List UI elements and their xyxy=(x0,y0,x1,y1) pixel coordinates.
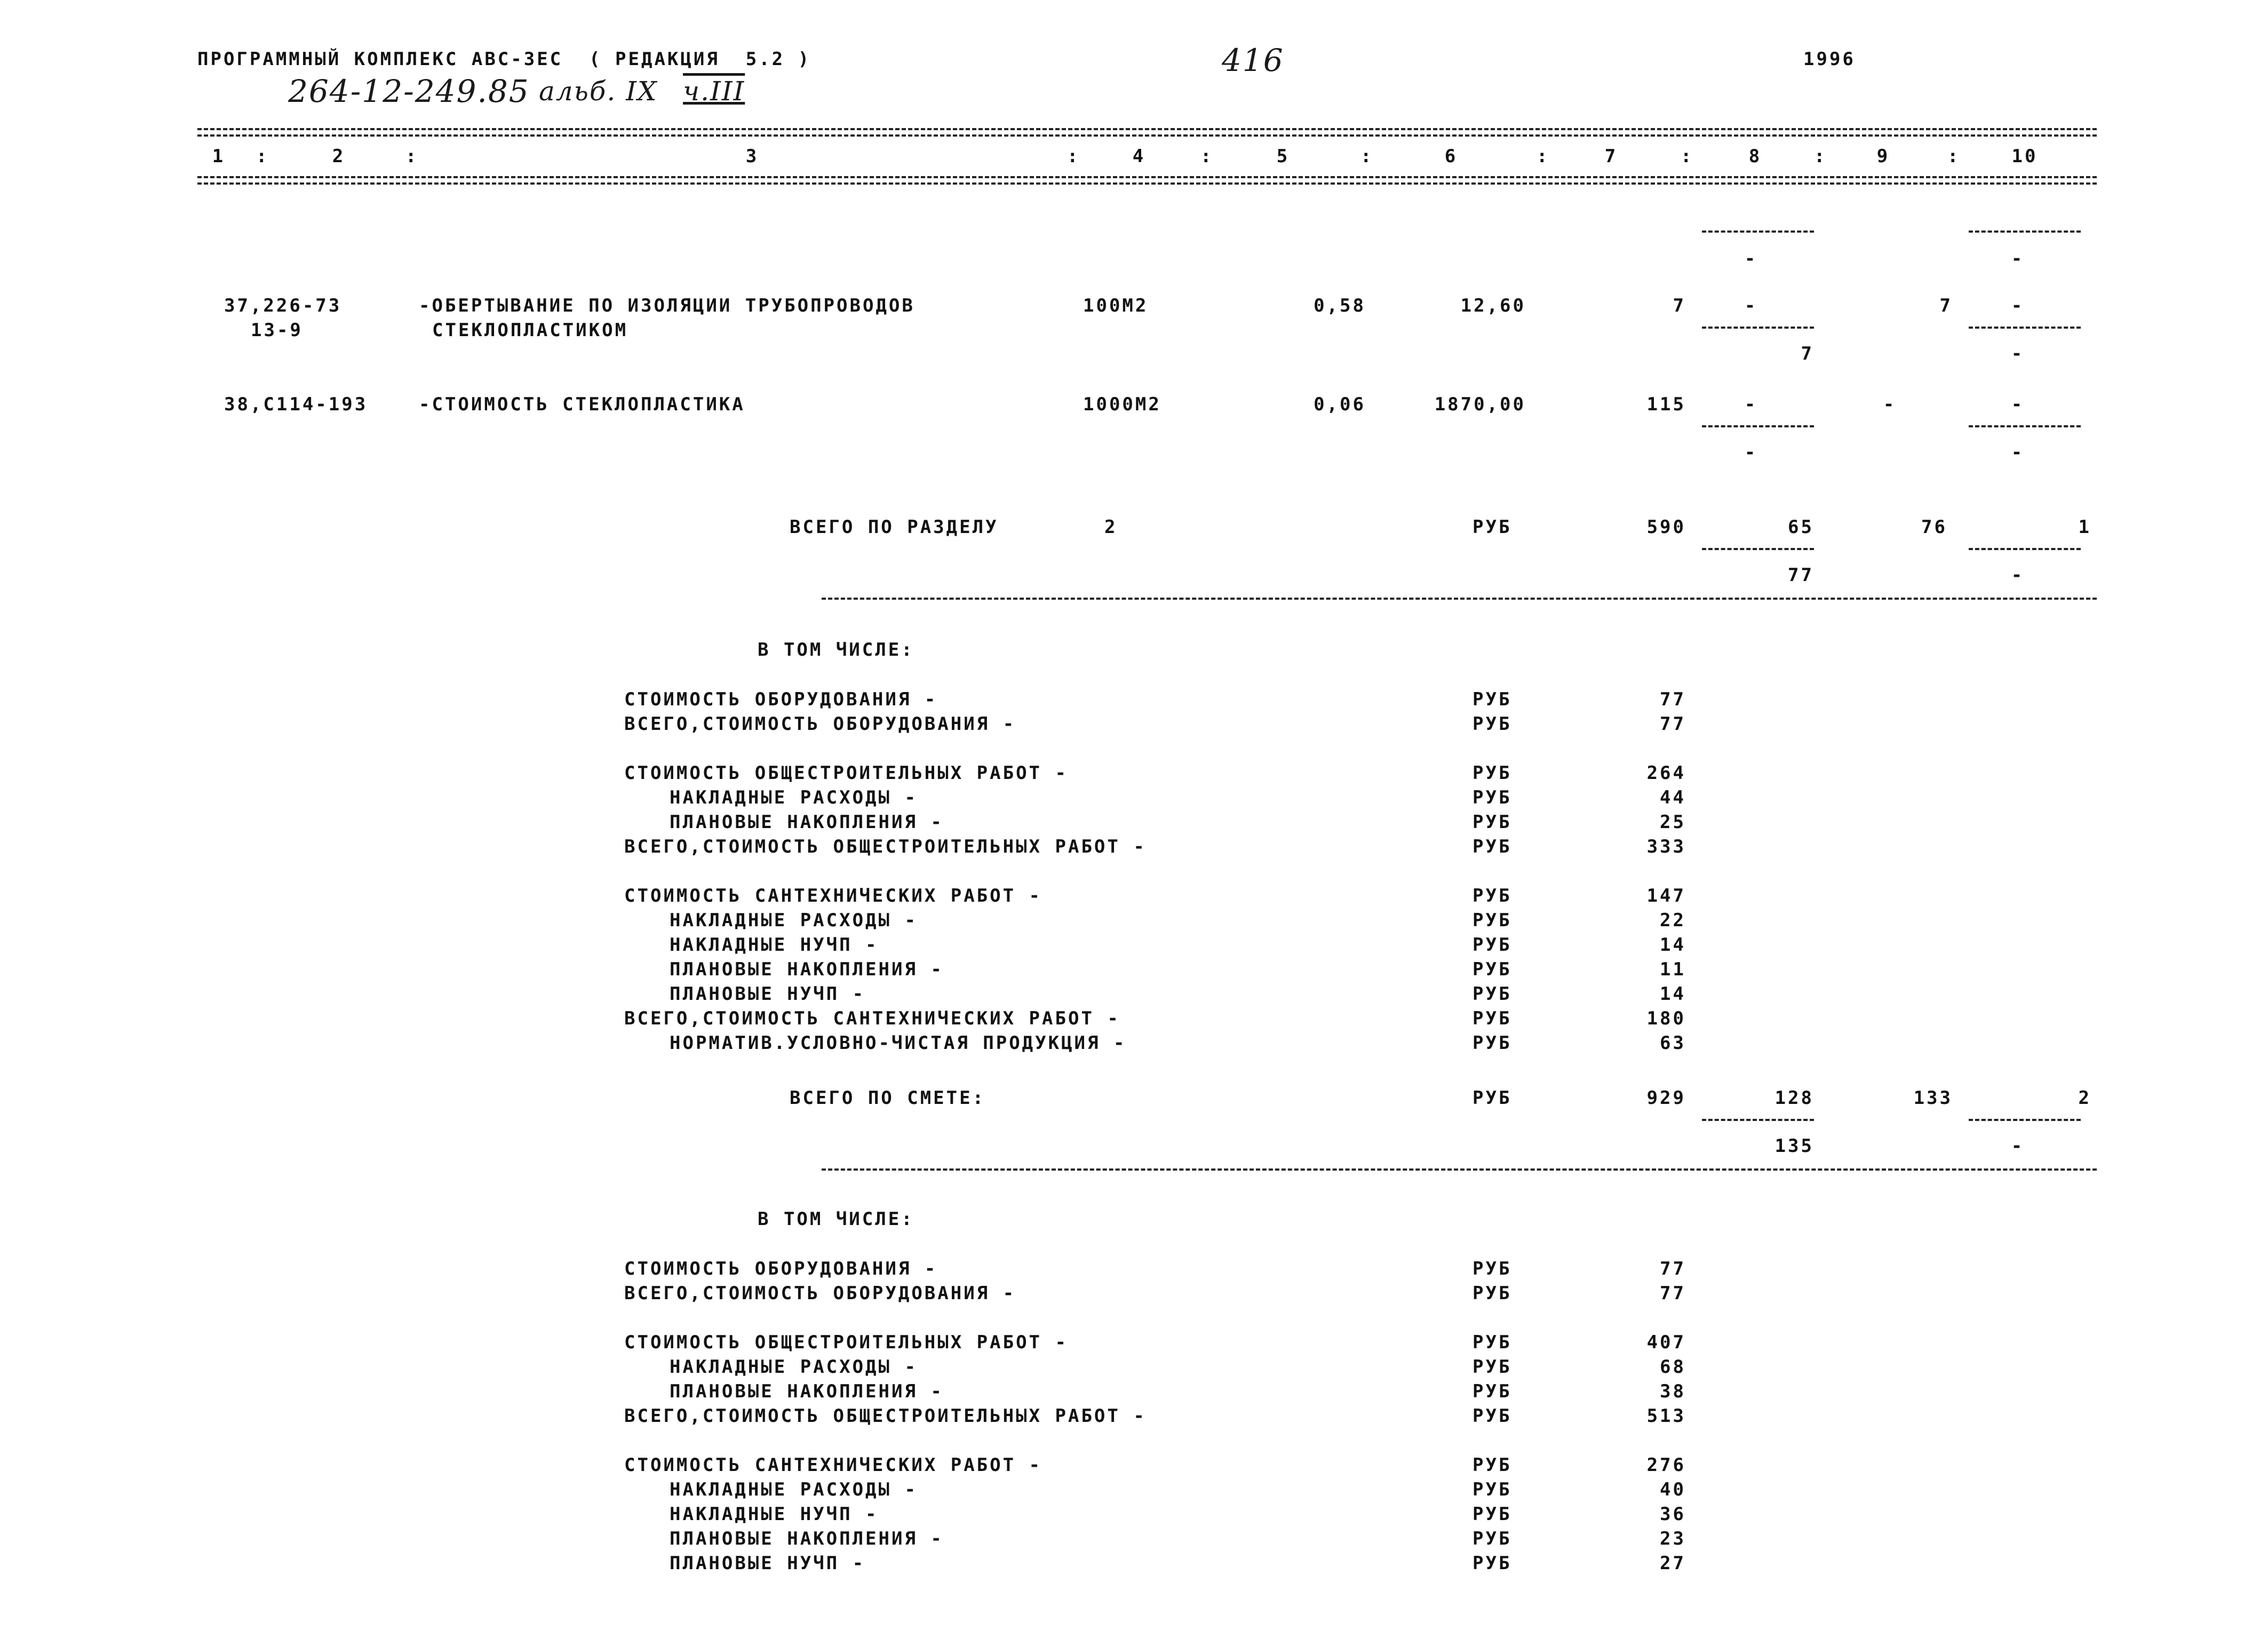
estimate-breakdown-line-label: ВСЕГО,СТОИМОСТЬ ОБОРУДОВАНИЯ - xyxy=(624,1283,1016,1304)
header-rule-top-2 xyxy=(197,134,2097,137)
estimate-breakdown-title: В ТОМ ЧИСЛЕ: xyxy=(758,1208,914,1230)
col-separator: : xyxy=(1200,146,1214,167)
estimate-breakdown-line-currency: РУБ xyxy=(1473,1504,1512,1525)
estimate-breakdown-line-currency: РУБ xyxy=(1473,1283,1512,1304)
estimate-breakdown-line-value: 27 xyxy=(1660,1553,1686,1574)
section-breakdown-line-currency: РУБ xyxy=(1473,812,1512,833)
estimate-breakdown-line-currency: РУБ xyxy=(1473,1356,1512,1378)
estimate-breakdown-line-label: ПЛАНОВЫЕ НАКОПЛЕНИЯ - xyxy=(670,1381,944,1402)
row-38-number: 38,С114-193 xyxy=(224,394,368,415)
estimate-total-label: ВСЕГО ПО СМЕТЕ: xyxy=(790,1087,986,1109)
section-total-col10: 1 xyxy=(2078,516,2091,538)
section-breakdown-line-value: 77 xyxy=(1660,689,1686,710)
section-breakdown-line-label: ПЛАНОВЫЕ НАКОПЛЕНИЯ - xyxy=(670,959,944,980)
handwritten-album: альб. IX xyxy=(539,76,658,107)
fraction-line xyxy=(1969,327,2081,329)
header-rule-bottom xyxy=(197,176,2097,178)
row-37-unit: 100М2 xyxy=(1083,295,1149,316)
section-breakdown-line-label: ВСЕГО,СТОИМОСТЬ ОБОРУДОВАНИЯ - xyxy=(624,713,1016,735)
section-breakdown-line-currency: РУБ xyxy=(1473,1032,1512,1054)
section-breakdown-line-value: 44 xyxy=(1660,787,1686,808)
section-breakdown-line-label: ПЛАНОВЫЕ НАКОПЛЕНИЯ - xyxy=(670,812,944,833)
section-breakdown-line-value: 14 xyxy=(1660,983,1686,1005)
section-breakdown-line-value: 14 xyxy=(1660,934,1686,956)
fraction-line xyxy=(1969,230,2081,233)
estimate-total-col9: 133 xyxy=(1913,1087,1953,1109)
section-breakdown-line-label: ПЛАНОВЫЕ НУЧП - xyxy=(670,983,866,1005)
estimate-breakdown-line-currency: РУБ xyxy=(1473,1528,1512,1549)
fraction-line xyxy=(1969,425,2081,427)
estimate-breakdown-line-label: НАКЛАДНЫЕ РАСХОДЫ - xyxy=(670,1479,918,1500)
fraction-line xyxy=(1969,548,2081,550)
section-number: 2 xyxy=(1104,516,1118,538)
section-total-col10-sub: - xyxy=(2011,564,2023,586)
estimate-breakdown-line-value: 36 xyxy=(1660,1504,1686,1525)
row-37-name-cont: СТЕКЛОПЛАСТИКОМ xyxy=(432,320,628,341)
fraction-line xyxy=(1702,1119,1814,1121)
col-header-6: 6 xyxy=(1444,146,1458,167)
col-header-7: 7 xyxy=(1604,146,1618,167)
section-total-col8: 65 xyxy=(1788,516,1814,538)
row-38-price: 1870,00 xyxy=(1434,394,1526,415)
section-breakdown-line-label: НАКЛАДНЫЕ РАСХОДЫ - xyxy=(670,910,918,931)
col-separator: : xyxy=(405,146,419,167)
header-rule-top xyxy=(197,128,2097,130)
section-breakdown-line-value: 333 xyxy=(1646,836,1686,857)
section-breakdown-line-label: ВСЕГО,СТОИМОСТЬ САНТЕХНИЧЕСКИХ РАБОТ - xyxy=(624,1008,1120,1029)
col-header-9: 9 xyxy=(1876,146,1890,167)
section-breakdown-line-currency: РУБ xyxy=(1473,713,1512,735)
section-breakdown-line-currency: РУБ xyxy=(1473,762,1512,784)
estimate-total-col10: 2 xyxy=(2078,1087,2091,1109)
fraction-line xyxy=(1702,230,1814,233)
section-total-rule xyxy=(822,598,2097,600)
section-breakdown-line-currency: РУБ xyxy=(1473,787,1512,808)
row-38-col9: - xyxy=(1883,394,1895,415)
row-38-col10: - xyxy=(2011,394,2023,415)
row-37-code: 13-9 xyxy=(251,320,303,341)
estimate-breakdown-line-value: 40 xyxy=(1660,1479,1686,1500)
row-37-col10: - xyxy=(2011,295,2023,316)
row-37-col8: - xyxy=(1744,295,1756,316)
estimate-breakdown-line-value: 68 xyxy=(1660,1356,1686,1378)
fraction-line xyxy=(1702,425,1814,427)
estimate-breakdown-line-value: 407 xyxy=(1646,1332,1686,1353)
row-37-price: 12,60 xyxy=(1460,295,1526,316)
section-breakdown-line-label: НАКЛАДНЫЕ РАСХОДЫ - xyxy=(670,787,918,808)
row-37-name: -ОБЕРТЫВАНИЕ ПО ИЗОЛЯЦИИ ТРУБОПРОВОДОВ xyxy=(419,295,915,316)
section-breakdown-line-label: СТОИМОСТЬ ОБОРУДОВАНИЯ - xyxy=(624,689,938,710)
col-header-2: 2 xyxy=(332,146,346,167)
dash-mark: - xyxy=(1744,248,1756,269)
col-separator: : xyxy=(1814,146,1827,167)
section-breakdown-line-value: 11 xyxy=(1660,959,1686,980)
estimate-breakdown-line-value: 77 xyxy=(1660,1258,1686,1279)
estimate-total-col8-sub: 135 xyxy=(1774,1135,1814,1157)
section-breakdown-title: В ТОМ ЧИСЛЕ: xyxy=(758,639,914,661)
row-37-col10-sub: - xyxy=(2011,343,2023,364)
estimate-breakdown-line-currency: РУБ xyxy=(1473,1332,1512,1353)
section-breakdown-line-value: 180 xyxy=(1646,1008,1686,1029)
handwritten-reference: 264-12-249.85 xyxy=(288,73,530,109)
col-header-3: 3 xyxy=(745,146,759,167)
estimate-breakdown-line-label: НАКЛАДНЫЕ РАСХОДЫ - xyxy=(670,1356,918,1378)
section-breakdown-line-label: ВСЕГО,СТОИМОСТЬ ОБЩЕСТРОИТЕЛЬНЫХ РАБОТ - xyxy=(624,836,1147,857)
row-37-qty: 0,58 xyxy=(1314,295,1366,316)
estimate-breakdown-line-label: СТОИМОСТЬ ОБОРУДОВАНИЯ - xyxy=(624,1258,938,1279)
estimate-breakdown-line-label: ВСЕГО,СТОИМОСТЬ ОБЩЕСТРОИТЕЛЬНЫХ РАБОТ - xyxy=(624,1405,1147,1427)
section-breakdown-line-value: 77 xyxy=(1660,713,1686,735)
section-breakdown-line-currency: РУБ xyxy=(1473,836,1512,857)
section-breakdown-line-currency: РУБ xyxy=(1473,885,1512,907)
row-38-col10-sub: - xyxy=(2011,442,2023,463)
estimate-breakdown-line-value: 23 xyxy=(1660,1528,1686,1549)
section-breakdown-line-value: 25 xyxy=(1660,812,1686,833)
col-separator: : xyxy=(256,146,269,167)
section-breakdown-line-currency: РУБ xyxy=(1473,910,1512,931)
estimate-breakdown-line-label: СТОИМОСТЬ САНТЕХНИЧЕСКИХ РАБОТ - xyxy=(624,1454,1043,1476)
estimate-breakdown-line-currency: РУБ xyxy=(1473,1258,1512,1279)
header-rule-bottom-2 xyxy=(197,182,2097,185)
estimate-breakdown-line-label: ПЛАНОВЫЕ НУЧП - xyxy=(670,1553,866,1574)
section-breakdown-line-value: 264 xyxy=(1646,762,1686,784)
estimate-total-col8: 128 xyxy=(1774,1087,1814,1109)
row-38-name: -СТОИМОСТЬ СТЕКЛОПЛАСТИКА xyxy=(419,394,745,415)
row-38-unit: 1000М2 xyxy=(1083,394,1161,415)
estimate-total-currency: РУБ xyxy=(1473,1087,1512,1109)
section-total-col9: 76 xyxy=(1921,516,1947,538)
estimate-total-value: 929 xyxy=(1646,1087,1686,1109)
row-38-total: 115 xyxy=(1646,394,1686,415)
col-header-5: 5 xyxy=(1276,146,1290,167)
estimate-breakdown-line-value: 77 xyxy=(1660,1283,1686,1304)
fraction-line xyxy=(1969,1119,2081,1121)
estimate-breakdown-line-currency: РУБ xyxy=(1473,1405,1512,1427)
section-total-label: ВСЕГО ПО РАЗДЕЛУ xyxy=(790,516,999,538)
col-header-10: 10 xyxy=(2011,146,2038,167)
estimate-total-col10-sub: - xyxy=(2011,1135,2023,1157)
section-breakdown-line-currency: РУБ xyxy=(1473,1008,1512,1029)
page-number: 416 xyxy=(1222,42,1284,78)
col-separator: : xyxy=(1360,146,1374,167)
section-breakdown-line-label: НОРМАТИВ.УСЛОВНО-ЧИСТАЯ ПРОДУКЦИЯ - xyxy=(670,1032,1127,1054)
col-separator: : xyxy=(1681,146,1694,167)
estimate-breakdown-line-currency: РУБ xyxy=(1473,1381,1512,1402)
section-breakdown-line-label: НАКЛАДНЫЕ НУЧП - xyxy=(670,934,879,956)
row-38-qty: 0,06 xyxy=(1314,394,1366,415)
estimate-breakdown-line-label: СТОИМОСТЬ ОБЩЕСТРОИТЕЛЬНЫХ РАБОТ - xyxy=(624,1332,1068,1353)
section-breakdown-line-currency: РУБ xyxy=(1473,983,1512,1005)
estimate-breakdown-line-value: 276 xyxy=(1646,1454,1686,1476)
col-separator: : xyxy=(1067,146,1080,167)
estimate-breakdown-line-label: ПЛАНОВЫЕ НАКОПЛЕНИЯ - xyxy=(670,1528,944,1549)
row-37-col9: 7 xyxy=(1939,295,1953,316)
section-breakdown-line-currency: РУБ xyxy=(1473,934,1512,956)
section-total-currency: РУБ xyxy=(1473,516,1512,538)
col-header-4: 4 xyxy=(1132,146,1146,167)
program-title: ПРОГРАММНЫЙ КОМПЛЕКС АВС-ЗЕС ( РЕДАКЦИЯ 5.2 ) xyxy=(197,49,811,70)
estimate-breakdown-line-currency: РУБ xyxy=(1473,1553,1512,1574)
estimate-total-rule xyxy=(822,1168,2097,1171)
estimate-breakdown-line-label: НАКЛАДНЫЕ НУЧП - xyxy=(670,1504,879,1525)
section-breakdown-line-value: 63 xyxy=(1660,1032,1686,1054)
handwritten-part: ч.III xyxy=(683,76,745,107)
col-header-8: 8 xyxy=(1748,146,1762,167)
section-breakdown-line-currency: РУБ xyxy=(1473,959,1512,980)
row-38-col8: - xyxy=(1744,394,1756,415)
row-37-col8-sub: 7 xyxy=(1801,343,1814,364)
fraction-line xyxy=(1702,548,1814,550)
section-total-col8-sub: 77 xyxy=(1788,564,1814,586)
section-breakdown-line-value: 147 xyxy=(1646,885,1686,907)
estimate-breakdown-line-value: 513 xyxy=(1646,1405,1686,1427)
section-breakdown-line-value: 22 xyxy=(1660,910,1686,931)
year: 1996 xyxy=(1803,49,1856,70)
section-breakdown-line-label: СТОИМОСТЬ ОБЩЕСТРОИТЕЛЬНЫХ РАБОТ - xyxy=(624,762,1068,784)
col-header-1: 1 xyxy=(212,146,226,167)
dash-mark: - xyxy=(2011,248,2023,269)
row-37-total: 7 xyxy=(1673,295,1686,316)
col-separator: : xyxy=(1947,146,1961,167)
fraction-line xyxy=(1702,327,1814,329)
estimate-breakdown-line-currency: РУБ xyxy=(1473,1479,1512,1500)
row-38-col8-sub: - xyxy=(1744,442,1756,463)
estimate-breakdown-line-value: 38 xyxy=(1660,1381,1686,1402)
estimate-breakdown-line-currency: РУБ xyxy=(1473,1454,1512,1476)
section-breakdown-line-currency: РУБ xyxy=(1473,689,1512,710)
col-separator: : xyxy=(1537,146,1550,167)
row-37-number: 37,226-73 xyxy=(224,295,342,316)
section-total-value: 590 xyxy=(1646,516,1686,538)
section-breakdown-line-label: СТОИМОСТЬ САНТЕХНИЧЕСКИХ РАБОТ - xyxy=(624,885,1043,907)
